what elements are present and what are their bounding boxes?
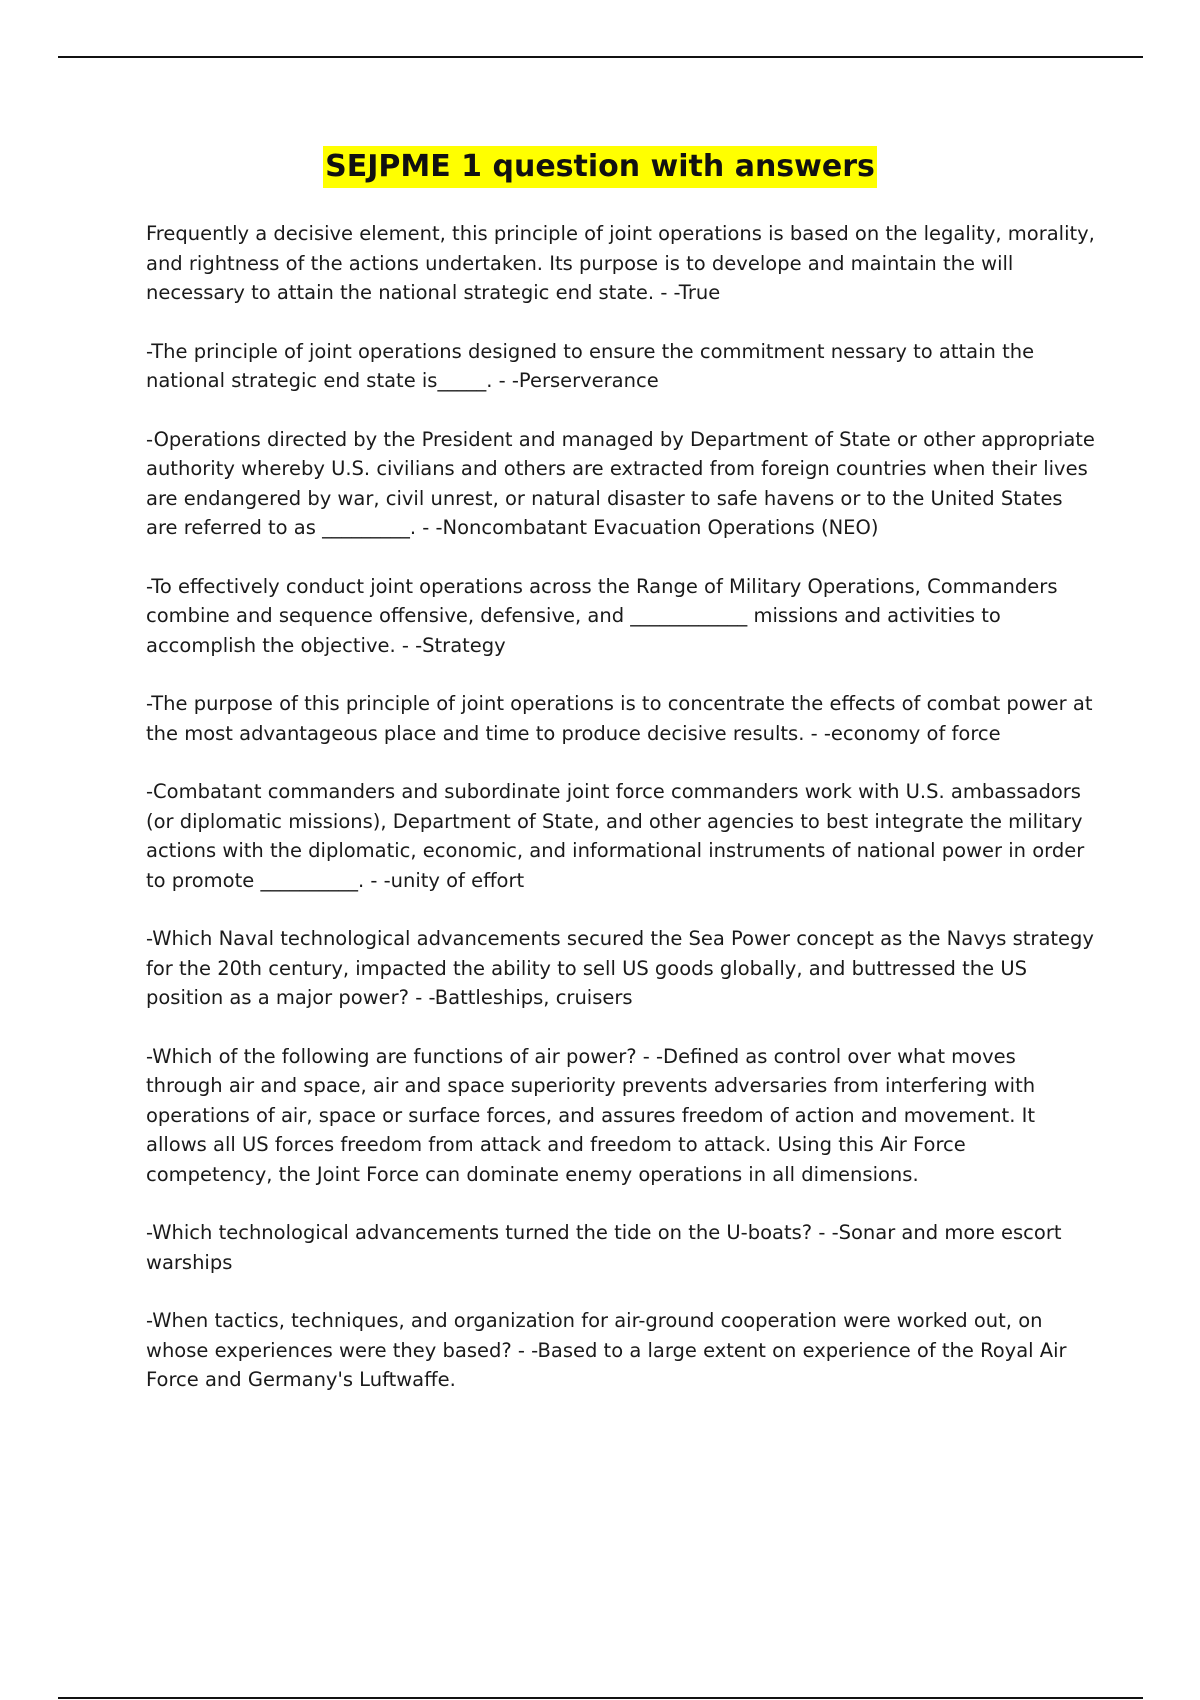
qa-entry: -Which Naval technological advancements secured the Sea Power concept as the Navys strategy for the 20th century, impacted the ability to sell US goods globally, and buttressed the US position as a major power? - -Battleships, cruisers <box>146 927 1094 1009</box>
qa-entry: -Operations directed by the President and managed by Department of State or other appropriate authority whereby U.S. civilians and others are extracted from foreign countries when their lives are endangered by war, civil unrest, or natural disaster to safe havens or to the United States are referred to as _________. - -Noncombatant Evacuation Operations (NEO) <box>146 427 1095 539</box>
qa-entry: -Which of the following are functions of air power? - -Defined as control over what moves through air and space, air and space superiority prevents adversaries from interfering with operations of air, space or surface forces, and assures freedom of action and movement. It allows all US forces freedom from attack and freedom to attack. Using this Air Force competency, the Joint Force can dominate enemy operations in all dimensions. <box>146 1044 1036 1186</box>
qa-list <box>146 219 1096 1424</box>
qa-entry: -When tactics, techniques, and organization for air-ground cooperation were worked out, on whose experiences were they based? - -Based to a large extent on experience of the Royal Air Force and Germany's Luftwaffe. <box>146 1309 1067 1391</box>
title-container <box>0 146 1200 188</box>
qa-entry: -To effectively conduct joint operations across the Range of Military Operations, Commanders combine and sequence offensive, defensive, and ____________ missions and activities to accomplish the objective. - -Strategy <box>146 574 1058 657</box>
header-rule <box>58 56 1143 58</box>
qa-entry: -The principle of joint operations designed to ensure the commitment nessary to attain the national strategic end state is_____. - -Perserverance <box>146 339 1035 392</box>
qa-entry: -Which technological advancements turned the tide on the U-boats? - -Sonar and more escort warships <box>146 1221 1062 1274</box>
footer-rule <box>58 1697 1143 1699</box>
qa-entry: Frequently a decisive element, this principle of joint operations is based on the legality, morality, and rightness of the actions undertaken. Its purpose is to develope and maintain the will necessary to attain the national strategic end state. - -True <box>146 222 1095 304</box>
document-title: SEJPME 1 question with answers <box>323 146 877 188</box>
qa-entry: -Combatant commanders and subordinate joint force commanders work with U.S. ambassadors (or diplomatic missions), Department of State, and other agencies to best integrate the military actions with the diplomatic, economic, and informational instruments of national power in order to promote __________. - -unity of effort <box>146 780 1085 892</box>
qa-entry: -The purpose of this principle of joint operations is to concentrate the effects of combat power at the most advantageous place and time to produce decisive results. - -economy of force <box>146 692 1093 745</box>
